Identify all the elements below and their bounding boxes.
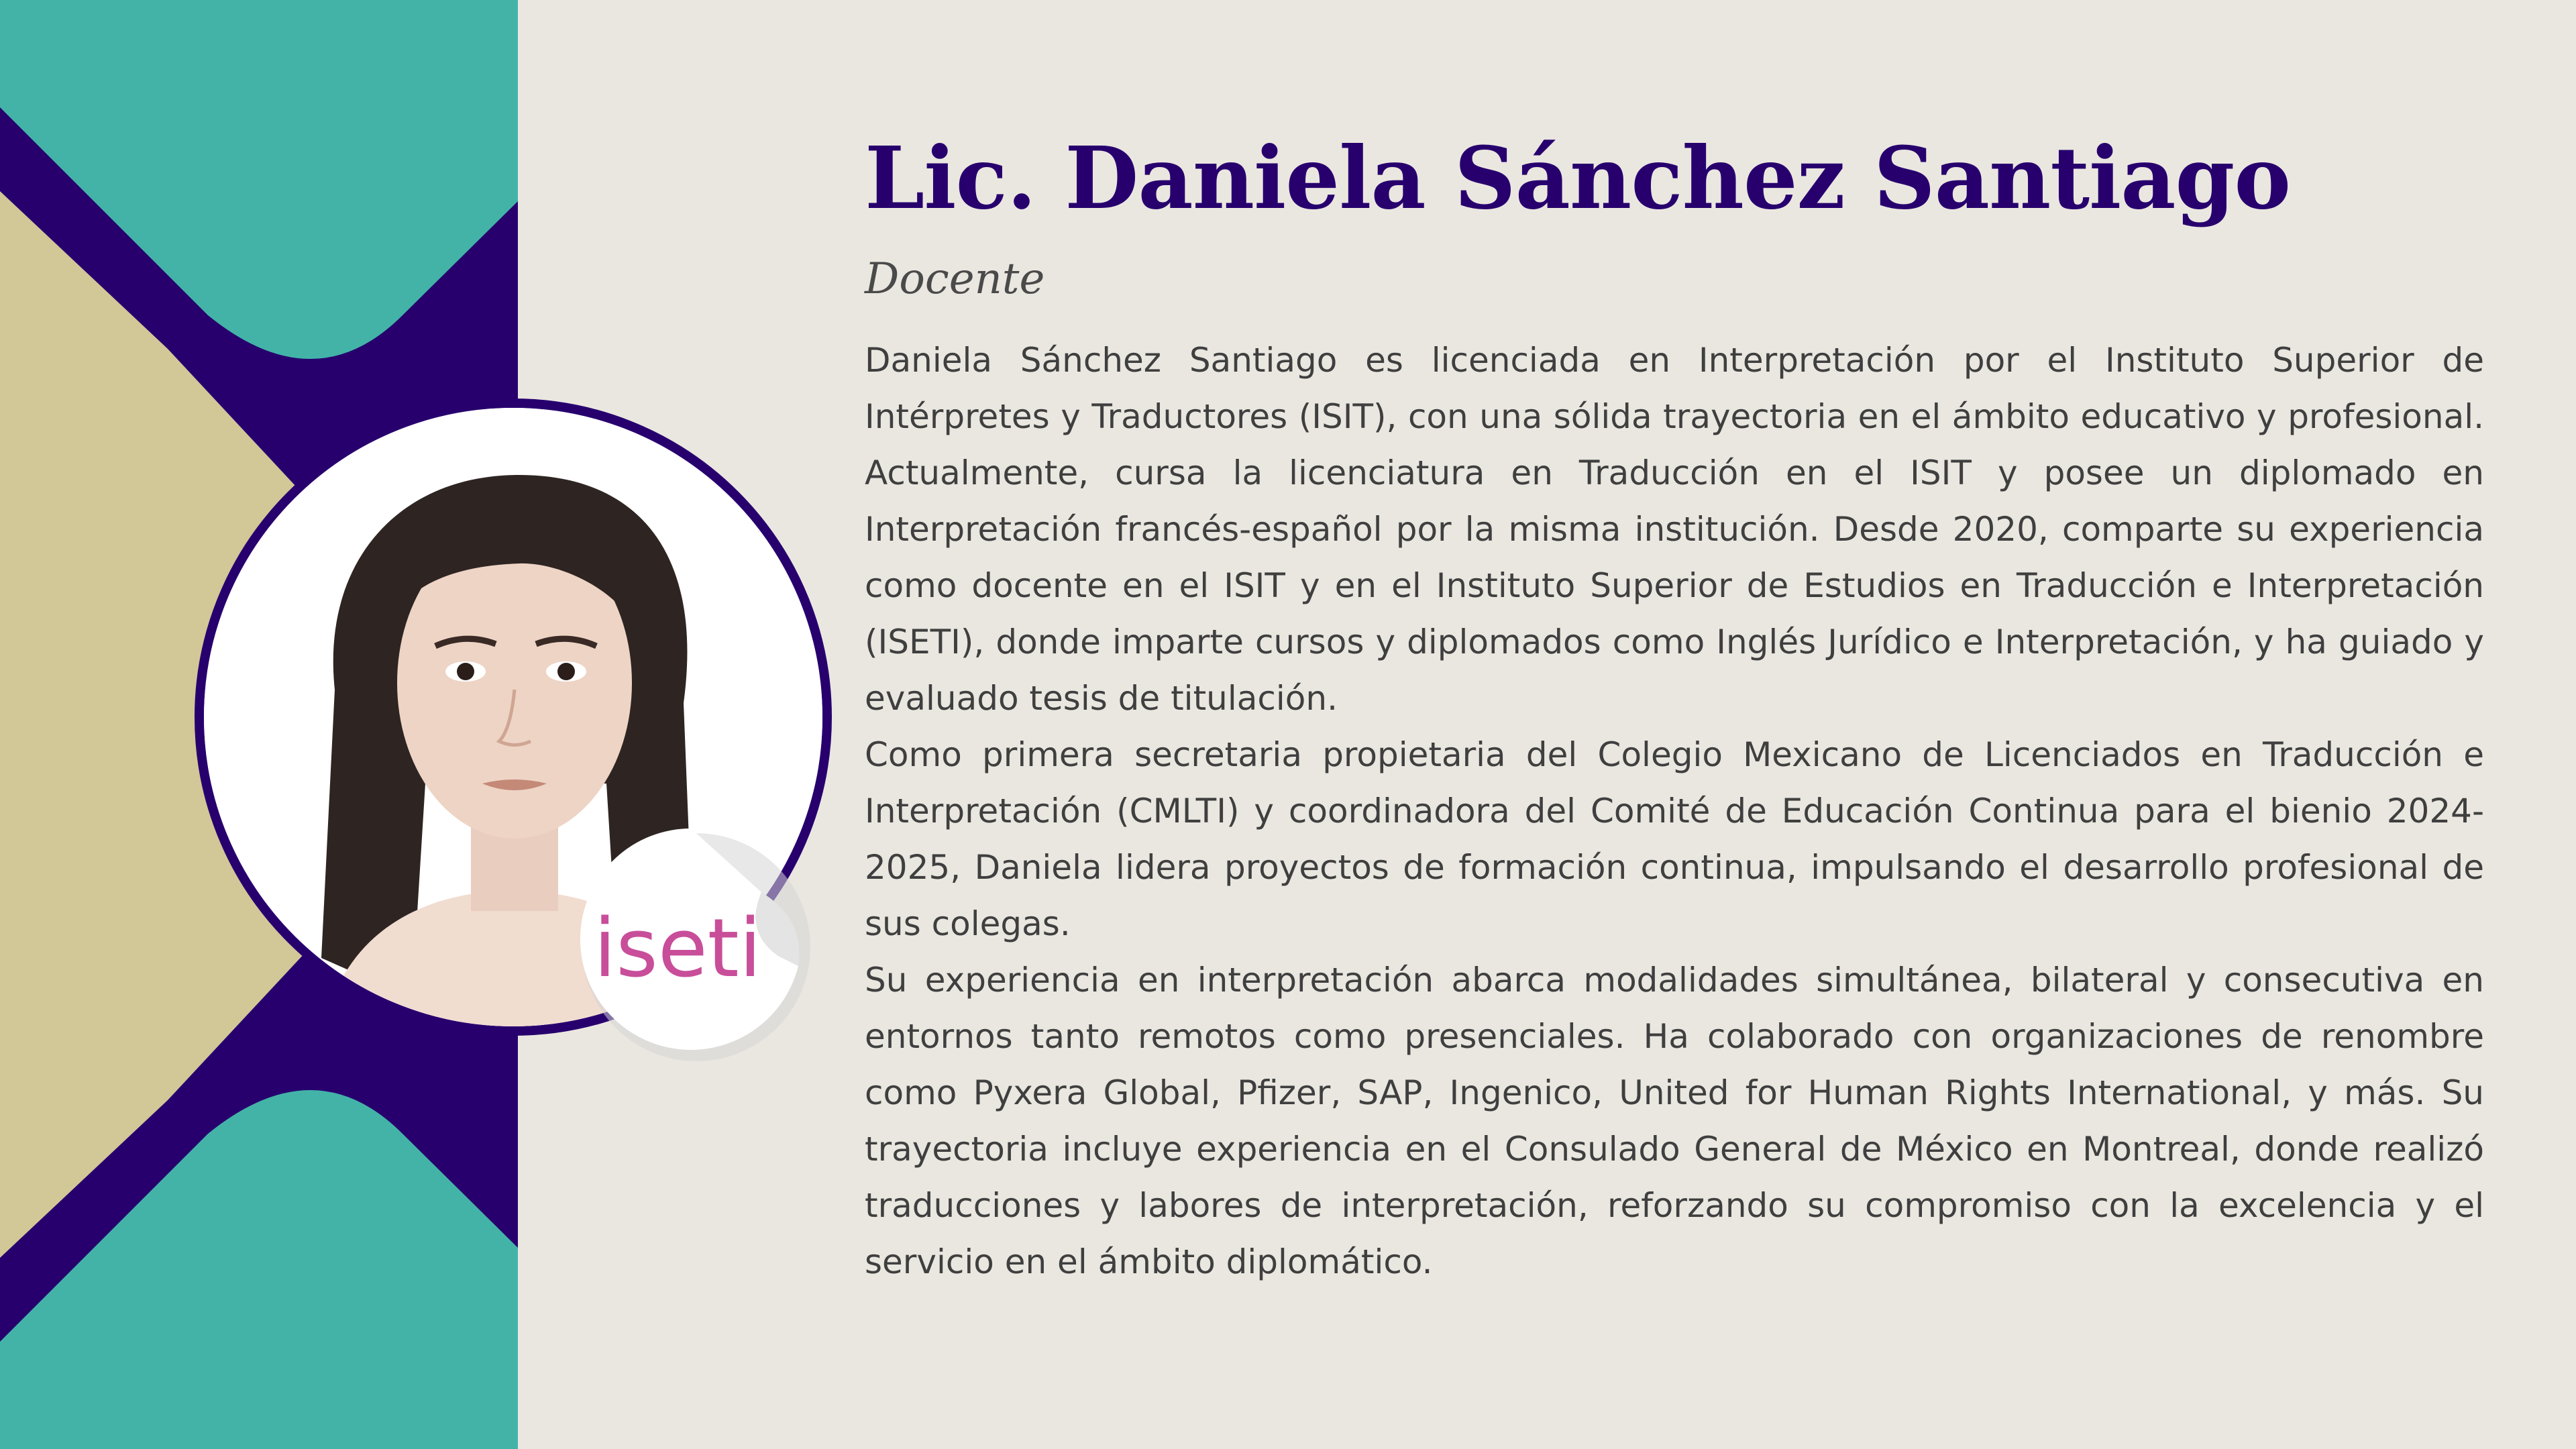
profile-content — [865, 127, 2484, 1290]
biography — [865, 332, 2484, 1290]
bio-paragraph: Daniela Sánchez Santiago es licenciada en Interpretación por el Instituto Superior de Intérpretes y Traductores (ISIT), con una sólida trayectoria en el ámbito educativo y profesional. Actualmente, cursa la licenciatura en Traducción en el ISIT y posee un diplomado en Interpretación francés-español por la misma institución. Desde 2020, comparte su experiencia como docente en el ISIT y en el Instituto Superior de Estudios en Traducción e Interpretación (ISETI), donde imparte cursos y diplomados como Inglés Jurídico e Interpretación, y ha guiado y evaluado tesis de titulación. — [865, 341, 2484, 718]
page-title: Lic. Daniela Sánchez Santiago — [865, 128, 2291, 228]
iseti-logo-sticker — [570, 818, 818, 1067]
bio-paragraph: Como primera secretaria propietaria del Colegio Mexicano de Licenciados en Traducción e Interpretación (CMLTI) y coordinadora del Comité de Educación Continua para el bienio 2024-2025, Daniela lidera proyectos de formación continua, impulsando el desarrollo profesional de sus colegas. — [865, 735, 2484, 944]
iseti-logo-text: iseti — [593, 902, 762, 996]
role-label: Docente — [865, 254, 1045, 305]
bio-paragraph: Su experiencia en interpretación abarca modalidades simultánea, bilateral y consecutiva en entornos tanto remotos como presenciales. Ha colaborado con organizaciones de renombre como Pyxera Global, Pfizer, SAP, Ingenico, United for Human Rights International, y más. Su trayectoria incluye experiencia en el Consulado General de México en Montreal, donde realizó traducciones y labores de interpretación, reforzando su compromiso con la excelencia y el servicio en el ámbito diplomático. — [865, 961, 2484, 1282]
